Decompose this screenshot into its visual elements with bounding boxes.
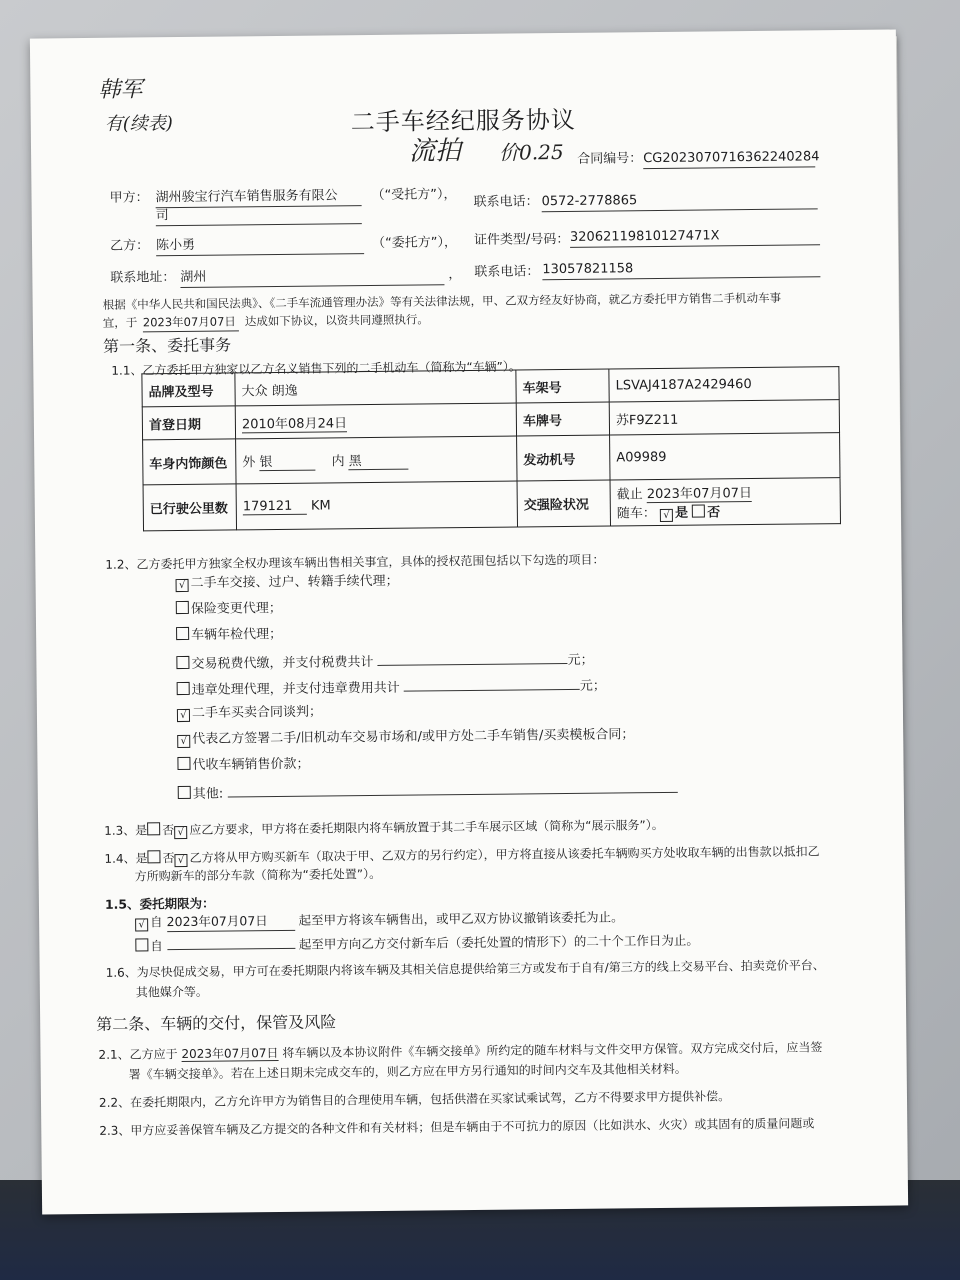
option-2-checkbox[interactable] [176,601,189,614]
clause-2-1-date: 2023年07月07日 [181,1046,279,1062]
km-unit: KM [310,497,331,514]
clause-1-6-line-1: 1.6、为尽快促成交易，甲方可在委托期限内将该车辆及其相关信息提供给第三方或发布于自有/第三方的线上交易平台、拍卖竞价平台、 [105,958,825,980]
clause-1-4-yes-checkbox[interactable] [147,850,160,863]
color-out-value: 银 [259,451,315,472]
plate-label: 车牌号 [516,402,609,436]
option-5-label: 违章处理代理，并支付违章费用共计 [191,680,400,698]
clause-1-3-no-checkbox[interactable]: √ [174,826,187,839]
option-5-suffix: 元； [579,678,606,694]
color-in-value: 黑 [349,450,409,471]
option-7 [177,726,634,749]
option-9-label: 其他: [192,786,224,802]
clause-1-5-line-1 [135,908,624,932]
contract-no-label: 合同编号： [577,151,643,167]
color-in-label: 内 [331,454,345,470]
km-value: 179121 [243,498,307,515]
insurance-label: 交强险状况 [517,480,610,527]
term-option-1-text: 起至甲方将该车辆售出，或甲乙双方协议撤销该委托为止。 [298,909,624,928]
article-1-title: 第一条、委托事务 [102,335,232,356]
km-cell [236,481,517,530]
party-a-role: （“受托方”）， [371,187,457,203]
table-row [143,478,840,531]
clause-2-1-text: 将车辆以及本协议附件《车辆交接单》所约定的随车材料与文件交甲方保管。双方完成交付后，应当签 [282,1040,823,1060]
party-b-phone: 13057821158 [542,258,820,280]
option-5 [177,675,606,700]
clause-1-4-no-checkbox[interactable]: √ [175,854,188,867]
engine-label: 发动机号 [517,435,610,481]
clause-1-5-title: 1.5、委托期限为： [104,895,215,912]
option-4 [176,649,593,674]
term-option-2-text: 起至甲方向乙方交付新车后（委托处置的情形下）的二十个工作日为止。 [298,932,699,952]
clause-1-4-no-label: 否 [162,851,175,866]
insurance-cell [610,478,840,526]
reg-date-value: 2010年08月24日 [241,415,348,432]
clause-2-1-line-2: 署《车辆交接单》。若在上述日期未完成交车的，则乙方应在甲方另行通知的时间内交车及其他相关材料。 [128,1061,687,1082]
clause-1-2: 1.2、乙方委托甲方独家全权办理该车辆出售相关事宜，具体的授权范围包括以下勾选的项目： [105,552,605,572]
term-option-1-checkbox[interactable]: √ [135,918,148,931]
party-b-id: 32062119810127471X [570,226,820,248]
page-title: 二手车经纪服务协议 [350,105,576,137]
color-cell [236,436,517,484]
option-6-checkbox[interactable]: √ [177,709,190,722]
preamble-line-1: 根据《中华人民共和国民法典》、《二手车流通管理办法》等有关法律法规，甲、乙双方经友好协商，就乙方委托甲方销售二手机动车事 [102,290,782,312]
option-3-checkbox[interactable] [176,627,189,640]
clause-1-3 [104,816,664,840]
handwriting-near-title: 流拍 [408,136,462,167]
term-option-1-prefix: 自 [150,914,163,930]
option-1 [175,573,398,593]
engine-value: A09989 [610,433,840,480]
option-4-suffix: 元； [567,652,594,668]
clause-2-3: 2.3、甲方应妥善保管车辆及乙方提交的各种文件和有关材料；但是车辆由于不可抗力的原因（比如洪水、火灾）或其固有的质量问题或 [99,1116,815,1138]
preamble-line-2a: 宜，于 [102,315,138,330]
party-b-addr-label: 联系地址： [110,270,176,286]
option-1-checkbox[interactable]: √ [176,579,189,592]
option-4-checkbox[interactable] [176,656,189,669]
party-a-label: 甲方： [109,190,149,206]
option-8 [177,756,309,775]
handwriting-top-left-1: 韩军 [98,77,143,103]
party-b-name: 陈小勇 [156,235,364,256]
reg-date-cell [235,403,516,439]
clause-2-2: 2.2、在委托期限内，乙方允许甲方为销售目的合理使用车辆，包括供潜在买家试乘试驾，乙方不得要求甲方提供补偿。 [98,1089,731,1110]
insurance-date: 2023年07月07日 [646,486,753,503]
insurance-yes-label: 是 [674,505,689,521]
clause-1-3-yes-label: 1.3、是 [104,823,148,838]
party-b-id-label: 证件类型/号码： [473,231,570,248]
clause-1-4-yes-label: 1.4、是 [104,851,148,866]
party-b-role: （“委托方”）， [371,235,458,251]
preamble-line-2b: 达成如下协议，以资共同遵照执行。 [244,312,429,329]
agreement-page [30,29,908,1214]
option-9-checkbox[interactable] [178,786,191,799]
party-a-phone-label: 联系电话： [473,194,539,210]
party-a-name-2: 司 [156,205,362,226]
brand-label: 品牌及型号 [142,373,235,407]
vin-label: 车架号 [516,369,609,403]
option-2 [176,600,282,619]
party-b-phone-label: 联系电话： [474,264,540,280]
clause-1-3-no-label: 否 [162,823,175,838]
clause-2-1-prefix: 2.1、乙方应于 [98,1047,178,1062]
table-row [143,433,840,485]
party-a-name: 湖州骏宝行汽车销售服务有限公 [155,187,361,208]
preamble-date: 2023年07月07日 [143,312,239,332]
clause-1-6-line-2: 其他媒介等。 [135,984,208,1000]
clause-2-1-line-1 [98,1038,822,1064]
handwriting-top-left-2: 有(续表) [104,113,173,135]
option-9 [178,778,678,804]
handwriting-price-note: 价0.25 [498,139,564,165]
clause-1-5-line-2 [135,930,699,956]
vehicle-table [141,366,841,531]
option-2-label: 保险变更代理； [190,600,282,617]
option-7-label: 代表乙方签署二手/旧机动车交易市场和/或甲方处二手车销售/买卖模板合同； [192,727,635,747]
option-3 [176,626,282,645]
option-6-label: 二手车买卖合同谈判； [191,704,323,721]
term-option-2-prefix: 自 [150,938,163,954]
option-5-checkbox[interactable] [177,682,190,695]
clause-1-4 [104,842,819,867]
insurance-until-label: 截止 [616,487,643,503]
option-5-blank[interactable] [404,675,580,692]
insurance-no-label: 否 [707,505,721,521]
clause-1-4-text: 乙方将从甲方购买新车（取决于甲、乙双方的另行约定），甲方将直接从该委托车辆购买方处收取车辆的出售款以抵扣乙 [189,844,820,865]
party-b-addr-comma: ， [448,267,462,283]
clause-1-3-yes-checkbox[interactable] [147,822,160,835]
vin-value: LSVAJ4187A2429460 [609,367,839,402]
clause-1-4-line-2: 方所购新车的部分车款（简称为“委托处置”）。 [134,866,382,884]
reg-date-label: 首登日期 [142,406,235,440]
color-label: 车身内饰颜色 [143,439,236,485]
option-8-checkbox[interactable] [177,757,190,770]
option-9-blank[interactable] [227,778,677,798]
article-2-title: 第二条、车辆的交付，保管及风险 [96,1012,337,1034]
insurance-no-checkbox[interactable] [692,505,705,518]
clause-1-1: 1.1、乙方委托甲方独家以乙方名义销售下列的二手机动车（简称为“车辆”）。 [111,359,521,378]
plate-value: 苏F9Z211 [609,400,839,435]
term-option-2-checkbox[interactable] [135,938,148,951]
option-1-label: 二手车交接、过户、转籍手续代理； [190,573,399,591]
party-b-label: 乙方： [109,238,150,254]
clause-1-3-text: 应乙方要求，甲方将在委托期限内将车辆放置于其二手车展示区域（简称为“展示服务”）。 [189,817,664,837]
color-out-label: 外 [242,455,256,471]
option-6 [177,704,322,724]
party-b-addr: 湖州 [180,266,444,288]
party-a-phone: 0572-2778865 [542,190,818,212]
term-start-date: 2023年07月07日 [167,912,295,932]
brand-value: 大众 朗逸 [235,370,516,406]
option-3-label: 车辆年检代理； [191,626,283,643]
insurance-with-label: 随车： [616,506,656,522]
option-7-checkbox[interactable]: √ [177,735,190,748]
option-4-label: 交易税费代缴，并支付税费共计 [191,655,374,672]
insurance-yes-checkbox[interactable]: √ [660,509,673,522]
option-4-blank[interactable] [377,649,567,666]
contract-no: CG2023070716362240284 [643,148,815,169]
term-option-2-blank[interactable] [167,934,295,950]
km-label: 已行驶公里数 [143,484,236,531]
option-8-label: 代收车辆销售价款； [192,756,310,773]
